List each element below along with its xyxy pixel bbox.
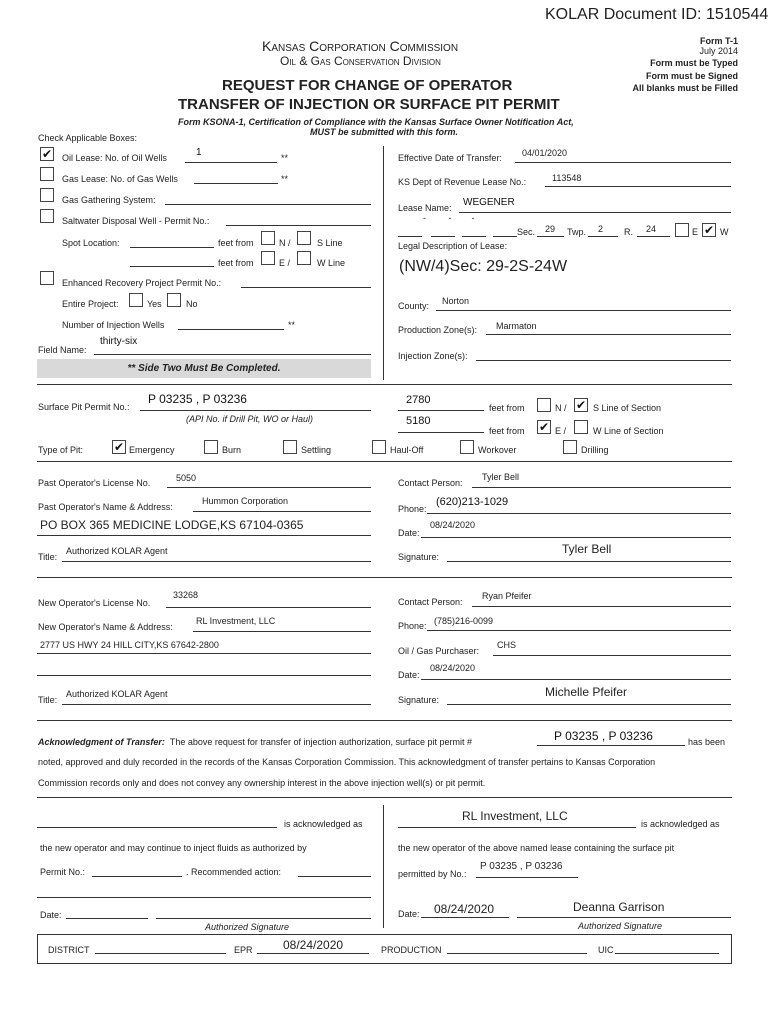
new-address-line-1 <box>37 653 371 654</box>
spot-e-checkbox[interactable] <box>261 251 275 265</box>
feet-from-label: feet from <box>218 238 254 248</box>
ks-dept-value[interactable]: 113548 <box>552 173 582 183</box>
past-date-value[interactable]: 08/24/2020 <box>430 520 476 530</box>
new-address-value[interactable]: 2777 US HWY 24 HILL CITY,KS 67642-2800 <box>40 640 219 650</box>
ack-right-line <box>398 827 636 828</box>
ack-divider <box>383 805 384 928</box>
oil-lease-checkbox[interactable]: ✔ <box>41 147 53 161</box>
legal-desc-value[interactable]: (NW/4)Sec: 29-2S-24W <box>399 258 568 275</box>
oil-wells-line <box>185 162 277 163</box>
requirement-filled: All blanks must be Filled <box>632 83 738 93</box>
ack-right-is-acknowledged: is acknowledged as <box>641 819 720 829</box>
pit-permit-label: Surface Pit Permit No.: <box>38 402 130 412</box>
lease-name-line <box>459 212 731 213</box>
field-name-label: Field Name: <box>38 345 87 355</box>
epr-line <box>257 953 369 954</box>
e-label: E / <box>555 426 567 436</box>
past-name-value[interactable]: Hummon Corporation <box>202 496 289 506</box>
new-address-line-2 <box>37 675 371 676</box>
past-date-line <box>421 537 731 538</box>
spot-line-1 <box>130 247 214 248</box>
new-title-line <box>62 704 371 705</box>
twp-value[interactable]: 2 <box>598 224 604 234</box>
field-name-value[interactable]: thirty-six <box>100 336 138 347</box>
subtitle-2: MUST be submitted with this form. <box>310 127 458 137</box>
yes-label: Yes <box>147 299 162 309</box>
gas-wells-note: ** <box>281 174 289 184</box>
county-value[interactable]: Norton <box>442 296 470 306</box>
new-contact-line <box>472 606 731 607</box>
injection-wells-line <box>178 329 284 330</box>
api-note: (API No. if Drill Pit, WO or Haul) <box>186 414 314 424</box>
form-date: July 2014 <box>699 46 738 56</box>
ack-left-date-line <box>66 918 148 919</box>
gas-gathering-label: Gas Gathering System: <box>62 195 156 205</box>
n-label: N / <box>555 403 567 413</box>
past-signature-label: Signature: <box>398 552 440 562</box>
ack-right-date-label: Date: <box>398 909 420 919</box>
purchaser-value[interactable]: CHS <box>497 640 517 650</box>
ack-left-text: the new operator and may continue to inject fluids as authorized by <box>40 843 307 853</box>
r-label: R. <box>624 227 633 237</box>
subtitle-1: Form KSONA-1, Certification of Compliance with the Kansas Surface Owner Notification Act, <box>178 117 574 127</box>
oil-wells-note: ** <box>281 153 289 163</box>
pit-permit-value[interactable]: P 03235 , P 03236 <box>148 392 247 406</box>
past-license-label: Past Operator's License No. <box>38 478 151 488</box>
recommended-action-line <box>298 876 371 877</box>
pit-type-emergency: Emergency <box>129 445 175 455</box>
pit-ft1-line <box>398 410 484 411</box>
past-signature-value[interactable]: Tyler Bell <box>562 542 612 556</box>
ack-left-line <box>37 827 277 828</box>
lease-name-label: Lease Name: <box>398 203 452 213</box>
new-contact-value[interactable]: Ryan Pfeifer <box>482 591 532 601</box>
past-phone-line <box>427 513 731 514</box>
pit-type-workover-checkbox[interactable] <box>460 440 474 454</box>
past-name-label: Past Operator's Name & Address: <box>38 502 173 512</box>
ack-text-2: noted, approved and duly recorded in the records of the Kansas Corporation Commission. This acknowledgment of transfer pertains to Kansas Corporation <box>38 757 656 767</box>
division-name: Oil & Gas Conservation Division <box>280 54 441 68</box>
pit-permit-line <box>140 410 371 411</box>
past-title-label: Title: <box>38 552 58 562</box>
ack-right-auth-sig: Authorized Signature <box>578 921 663 931</box>
past-contact-value[interactable]: Tyler Bell <box>482 472 520 482</box>
pit-type-burn: Burn <box>222 445 242 455</box>
ack-text-1: The above request for transfer of injection authorization, surface pit permit # <box>169 737 473 747</box>
pit-type-settling: Settling <box>301 445 332 455</box>
swd-checkbox[interactable] <box>40 209 54 223</box>
e-label: E / <box>279 258 291 268</box>
range-w-checkbox[interactable]: ✔ <box>703 223 715 237</box>
injection-zone-line <box>476 360 731 361</box>
effective-date-value[interactable]: 04/01/2020 <box>522 148 568 158</box>
entire-project-label: Entire Project: <box>62 299 119 309</box>
new-phone-label: Phone: <box>398 621 427 631</box>
e-label: E <box>692 227 699 237</box>
form-title-1: REQUEST FOR CHANGE OF OPERATOR <box>222 77 513 94</box>
past-license-value[interactable]: 5050 <box>176 473 197 483</box>
epr-date-value[interactable]: 08/24/2020 <box>283 938 344 952</box>
ack-right-sig-line <box>517 917 731 918</box>
form-number: Form T-1 <box>699 36 738 46</box>
gas-lease-checkbox[interactable] <box>40 167 54 181</box>
new-phone-value[interactable]: (785)216-0099 <box>434 616 494 626</box>
past-license-line <box>167 487 371 488</box>
past-address-line <box>37 535 371 536</box>
epr-label: EPR <box>234 945 253 955</box>
check-boxes-label: Check Applicable Boxes: <box>38 133 138 143</box>
ack-right-company[interactable]: RL Investment, LLC <box>462 809 568 823</box>
pit-section-rule <box>37 384 732 385</box>
feet-from-label: feet from <box>489 426 525 436</box>
ack-text-3: Commission records only and does not convey any ownership interest in the above injection well(s) or pit permit. <box>38 778 486 788</box>
uic-label: UIC <box>598 945 614 955</box>
ack-right-date-line <box>421 917 509 918</box>
production-line <box>447 953 587 954</box>
new-contact-label: Contact Person: <box>398 597 463 607</box>
new-license-label: New Operator's License No. <box>38 598 151 608</box>
new-signature-label: Signature: <box>398 695 440 705</box>
past-phone-label: Phone: <box>398 504 427 514</box>
permitted-by-value[interactable]: P 03235 , P 03236 <box>480 861 563 872</box>
permit-no-line <box>92 876 182 877</box>
gas-gathering-checkbox[interactable] <box>40 188 54 202</box>
spot-line-2 <box>130 266 214 267</box>
dash-marks: - - - <box>423 213 475 223</box>
past-contact-label: Contact Person: <box>398 478 463 488</box>
pit-type-burn-checkbox[interactable] <box>204 440 218 454</box>
agency-name: Kansas Corporation Commission <box>262 38 459 54</box>
production-zone-value[interactable]: Marmaton <box>496 321 537 331</box>
ack-lead: Acknowledgment of Transfer: <box>38 737 165 747</box>
feet-from-label: feet from <box>489 403 525 413</box>
gas-gathering-line <box>165 204 371 205</box>
document-id: KOLAR Document ID: 1510544 <box>545 6 769 23</box>
has-been-text: has been <box>688 737 726 747</box>
section-divider <box>383 146 384 380</box>
new-title-label: Title: <box>38 695 58 705</box>
w-line-label: W Line of Section <box>593 426 664 436</box>
w-line-label: W Line <box>317 258 346 268</box>
county-label: County: <box>398 301 430 311</box>
entire-no-checkbox[interactable] <box>167 293 181 307</box>
eor-checkbox[interactable] <box>40 271 54 285</box>
sec-label: Sec. <box>517 227 536 237</box>
range-value[interactable]: 24 <box>646 224 657 234</box>
purchaser-line <box>493 655 731 656</box>
past-contact-line <box>472 487 731 488</box>
twp-label: Twp. <box>567 227 587 237</box>
county-line <box>436 310 731 311</box>
pit-type-label: Type of Pit: <box>38 445 84 455</box>
side-two-text: ** Side Two Must Be Completed. <box>127 363 281 374</box>
purchaser-label: Oil / Gas Purchaser: <box>398 646 480 656</box>
production-label: PRODUCTION <box>381 945 442 955</box>
pit-e-checkbox[interactable]: ✔ <box>538 420 550 434</box>
new-name-label: New Operator's Name & Address: <box>38 622 173 632</box>
pit-type-drilling-checkbox[interactable] <box>563 440 577 454</box>
new-license-line <box>166 607 371 608</box>
form-title-2: TRANSFER OF INJECTION OR SURFACE PIT PERMIT <box>178 96 560 113</box>
past-title-value[interactable]: Authorized KOLAR Agent <box>66 546 168 556</box>
requirement-signed: Form must be Signed <box>645 71 738 81</box>
entire-yes-checkbox[interactable] <box>129 293 143 307</box>
pit-type-hauloff: Haul-Off <box>390 445 424 455</box>
qtr-line-1 <box>398 236 422 237</box>
pit-type-emergency-checkbox[interactable]: ✔ <box>113 440 125 454</box>
new-date-line <box>421 679 731 680</box>
s-line-label: S Line <box>317 238 343 248</box>
uic-line <box>615 953 719 954</box>
no-label: No <box>186 299 198 309</box>
new-name-line <box>193 631 371 632</box>
pit-type-workover: Workover <box>478 445 517 455</box>
requirement-typed: Form must be Typed <box>650 58 738 68</box>
ack-right-date-value[interactable]: 08/24/2020 <box>434 902 495 916</box>
legal-desc-label: Legal Description of Lease: <box>398 241 508 251</box>
ack-rule <box>37 720 732 721</box>
oil-lease-label: Oil Lease: No. of Oil Wells <box>62 153 167 163</box>
district-line <box>95 953 226 954</box>
eor-label: Enhanced Recovery Project Permit No.: <box>62 278 222 288</box>
spot-w-checkbox[interactable] <box>297 251 311 265</box>
oil-wells-value[interactable]: 1 <box>196 147 202 158</box>
ack-right-signer[interactable]: Deanna Garrison <box>573 900 665 914</box>
permitted-by-line <box>476 877 578 878</box>
new-operator-rule <box>37 577 732 578</box>
new-title-value[interactable]: Authorized KOLAR Agent <box>66 689 168 699</box>
new-license-value[interactable]: 33268 <box>173 590 199 600</box>
pit-type-drilling: Drilling <box>581 445 609 455</box>
swd-line <box>226 225 371 226</box>
new-phone-line <box>427 630 731 631</box>
past-title-line <box>62 561 371 562</box>
injection-wells-note: ** <box>288 320 296 330</box>
w-label: W <box>720 227 729 237</box>
new-date-value[interactable]: 08/24/2020 <box>430 663 476 673</box>
permitted-by-label: permitted by No.: <box>398 869 467 879</box>
permit-no-label: Permit No.: <box>40 867 86 877</box>
pit-type-settling-checkbox[interactable] <box>283 440 297 454</box>
sec-value[interactable]: 29 <box>545 224 556 234</box>
qtr-line-3 <box>462 236 486 237</box>
eor-line <box>241 287 371 288</box>
pit-type-hauloff-checkbox[interactable] <box>372 440 386 454</box>
ack-left-blank-line <box>37 897 371 898</box>
qtr-line-2 <box>431 236 455 237</box>
lease-name-value[interactable]: WEGENER <box>463 197 515 208</box>
new-signature-value[interactable]: Michelle Pfeifer <box>545 685 628 699</box>
new-signature-line <box>447 704 731 705</box>
pit-n-checkbox[interactable] <box>537 398 551 412</box>
pit-w-checkbox[interactable] <box>574 420 588 434</box>
past-name-line <box>193 511 371 512</box>
ack-left-auth-sig: Authorized Signature <box>205 922 290 932</box>
spot-location-label: Spot Location: <box>62 238 120 248</box>
qtr-line-4 <box>493 236 517 237</box>
twp-line <box>588 236 618 237</box>
past-date-label: Date: <box>398 528 420 538</box>
ack-permit-value[interactable]: P 03235 , P 03236 <box>554 729 653 743</box>
ack-right-text: the new operator of the above named lease containing the surface pit <box>398 843 675 853</box>
ack-left-date-label: Date: <box>40 910 62 920</box>
gas-wells-line <box>194 183 278 184</box>
ks-dept-label: KS Dept of Revenue Lease No.: <box>398 177 527 187</box>
district-label: DISTRICT <box>48 945 90 955</box>
swd-label: Saltwater Disposal Well - Permit No.: <box>62 216 210 226</box>
ack-sentence-1 <box>38 737 472 747</box>
field-name-line <box>94 354 371 355</box>
past-address-value[interactable]: PO BOX 365 MEDICINE LODGE,KS 67104-0365 <box>40 518 304 532</box>
effective-date-line <box>515 162 731 163</box>
spot-s-checkbox[interactable] <box>297 231 311 245</box>
n-label: N / <box>279 238 291 248</box>
past-phone-value[interactable]: (620)213-1029 <box>436 496 509 508</box>
pit-ft1-value[interactable]: 2780 <box>406 394 431 406</box>
range-line <box>637 236 670 237</box>
injection-zone-label: Injection Zone(s): <box>398 351 468 361</box>
new-date-label: Date: <box>398 670 420 680</box>
production-zone-label: Production Zone(s): <box>398 325 478 335</box>
gas-lease-label: Gas Lease: No. of Gas Wells <box>62 174 178 184</box>
ks-dept-line <box>545 186 731 187</box>
pit-s-checkbox[interactable]: ✔ <box>575 398 587 412</box>
effective-date-label: Effective Date of Transfer: <box>398 153 502 163</box>
recommended-action-label: . Recommended action: <box>186 867 282 877</box>
pit-ft2-value[interactable]: 5180 <box>406 415 431 427</box>
ack-permit-line <box>537 745 685 746</box>
new-name-value[interactable]: RL Investment, LLC <box>196 616 276 626</box>
ack-left-is-acknowledged: is acknowledged as <box>284 819 363 829</box>
injection-wells-label: Number of Injection Wells <box>62 320 165 330</box>
past-operator-rule <box>37 461 732 462</box>
past-signature-line <box>447 561 731 562</box>
side-two-banner <box>37 359 371 378</box>
sec-line <box>537 236 564 237</box>
feet-from-label: feet from <box>218 258 254 268</box>
pit-ft2-line <box>398 432 484 433</box>
s-line-label: S Line of Section <box>593 403 662 413</box>
range-e-checkbox[interactable] <box>675 223 689 237</box>
ack-left-sig-line <box>156 918 371 919</box>
ack-lower-rule <box>37 797 732 798</box>
spot-n-checkbox[interactable] <box>261 231 275 245</box>
production-zone-line <box>486 334 731 335</box>
